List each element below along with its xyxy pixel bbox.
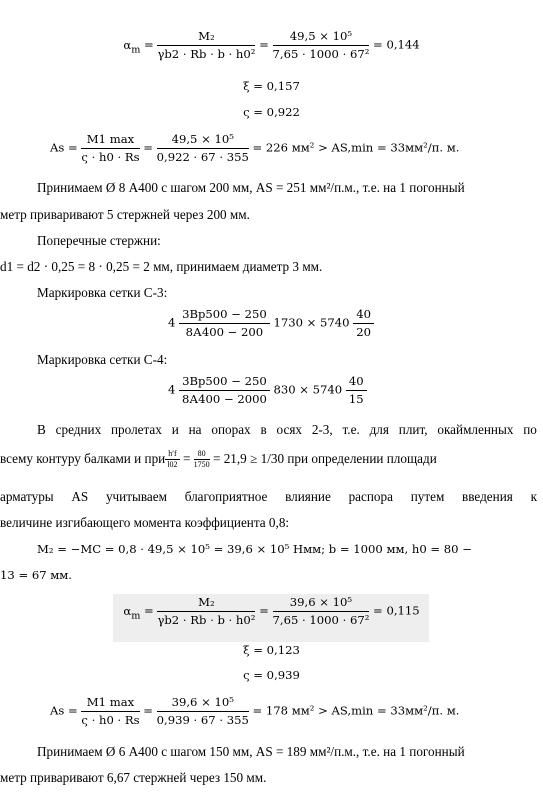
paragraph-diameter: d1 = d2 · 0,25 = 8 · 0,25 = 2 мм, принимаем диаметр 3 мм. [0, 259, 323, 274]
word: в [260, 422, 267, 437]
fraction-denominator: γb2 · Rb · b · h0² [157, 47, 256, 61]
word: В [37, 422, 46, 437]
word: путем [410, 489, 445, 504]
word: осях [276, 422, 302, 437]
ratio-fraction-numeric [194, 449, 210, 470]
word: благоприятное [184, 489, 268, 504]
word: влияние [285, 489, 331, 504]
fraction-denominator: 0,922 · 67 · 355 [156, 150, 249, 164]
mesh-c3-rebar-fraction [179, 306, 270, 341]
formula-alpha-m-1: $\alpha_m$ = $\frac{\text{M₂}}{\text{γb2 · Rb · b · h0²}}$ = $\frac{\text{49,5 × 10⁵}}{\text{7,65 · 1000 · 67²}}$ = 0,144 [123, 29, 420, 61]
fraction-denominator: 0,939 · 67 · 355 [156, 713, 249, 727]
formula-as-1: As = $\frac{M1 \max}{\varsigma \cdot h0 \cdot Rs}$ = $\frac{\text{49,5 × 10⁵}}{0,922 \cdot 67 \cdot 355}$ = 226 мм² > AS,min = 33мм²/п. м. [50, 132, 460, 164]
paragraph-mesh-c4-heading: Маркировка сетки С-4: [37, 352, 168, 367]
alpha-fraction-symbolic [157, 594, 255, 629]
fraction-numerator: 49,5 × 10⁵ [273, 28, 370, 46]
word: окаймленных [437, 422, 514, 437]
word: средних [55, 422, 102, 437]
word: пролетах [111, 422, 162, 437]
mesh-count: 4 [168, 315, 176, 330]
alpha-fraction-numeric [273, 594, 370, 629]
fraction-numerator: M₂ [157, 594, 255, 612]
word: для [369, 422, 389, 437]
word: и [171, 422, 179, 437]
formula-alpha-m-2: $\alpha_m$ = $\frac{\text{M₂}}{\text{γb2 · Rb · b · h0²}}$ = $\frac{\text{39,6 × 10⁵}}{\text{7,65 · 1000 · 67²}}$ = 0,115 [123, 595, 420, 627]
word: т.е. [342, 422, 360, 437]
paragraph-middle-spans-line1 [0, 420, 537, 440]
fraction-numerator: 39,6 × 10⁵ [157, 694, 249, 712]
word: распора [348, 489, 393, 504]
alpha-symbol: $\alpha_m$ [123, 603, 141, 621]
fraction-numerator: 40 [353, 306, 374, 324]
paragraph-reinforcement-2-line2: метр приваривают 6,67 стержней через 150 мм. [0, 770, 267, 785]
paragraph-transverse-bars: Поперечные стержни: [37, 233, 161, 248]
alpha-result: = 0,144 [373, 37, 420, 52]
mesh-c4-overhang-fraction [346, 373, 367, 408]
mesh-dimensions: 830 × 5740 [273, 382, 343, 397]
ratio-fraction-symbolic [165, 449, 179, 470]
fraction-denominator: 8А400 − 200 [185, 325, 264, 339]
as-fraction-numeric [157, 694, 249, 729]
word: 2-3, [311, 422, 333, 437]
paragraph-reinforcement-1-line1: Принимаем Ø 8 А400 с шагом 200 мм, AS = 251 мм²/п.м., т.е. на 1 погонный [37, 180, 465, 195]
fraction-numerator: 40 [346, 373, 367, 391]
alpha-result: = 0,115 [373, 603, 420, 618]
mesh-count: 4 [168, 382, 176, 397]
mesh-c3-overhang-fraction [353, 306, 374, 341]
paragraph-reinforcement-1-line2: метр приваривают 5 стержней через 200 мм. [0, 207, 250, 222]
fraction-denominator: 7,65 · 1000 · 67² [272, 613, 370, 627]
as-symbol: As = [50, 703, 78, 718]
word: учитываем [105, 489, 167, 504]
mesh-c3-marking [168, 306, 374, 341]
as-result: = 226 мм² > AS,min = 33мм²/п. м. [252, 140, 460, 155]
paragraph-reinforcement-2-line1: Принимаем Ø 6 А400 с шагом 150 мм, AS = 189 мм²/п.м., т.е. на 1 погонный [37, 744, 465, 759]
formula-xi-1: ξ = 0,157 [243, 79, 300, 93]
word: арматуры [0, 489, 54, 504]
paragraph-middle-spans-line2: всему контуру балками и при $\frac{h'f}{l02}$ = $\frac{80}{1750}$ = 21,9 ≥ 1/30 при определении площади [0, 449, 437, 470]
word: на [188, 422, 202, 437]
word: по [523, 422, 537, 437]
formula-moment-line1: M₂ = −MC = 0,8 · 49,5 × 10⁵ = 39,6 × 10⁵ Нмм; b = 1000 мм, h0 = 80 − [37, 542, 472, 556]
formula-xi-2: ξ = 0,123 [243, 643, 300, 657]
as-fraction-symbolic [81, 131, 139, 166]
text-fragment: = 21,9 ≥ 1/30 при определении площади [212, 451, 437, 466]
fraction-numerator: 39,6 × 10⁵ [273, 594, 370, 612]
word: введения [462, 489, 513, 504]
mesh-c4-rebar-fraction [179, 373, 270, 408]
alpha-fraction-symbolic [157, 28, 255, 63]
mesh-dimensions: 1730 × 5740 [273, 315, 350, 330]
word: AS [71, 489, 89, 504]
formula-moment-line2: 13 = 67 мм. [0, 568, 72, 582]
fraction-numerator: M1 max [81, 694, 139, 712]
as-symbol: As = [50, 140, 78, 155]
fraction-denominator: ς · h0 · Rs [81, 150, 140, 164]
alpha-fraction-numeric [273, 28, 370, 63]
fraction-denominator: 1750 [193, 460, 210, 470]
text-fragment: всему контуру балками и при [0, 451, 166, 466]
word: плит, [398, 422, 428, 437]
fraction-denominator: γb2 · Rb · b · h0² [157, 613, 256, 627]
as-fraction-symbolic [81, 694, 139, 729]
paragraph-mesh-c3-heading: Маркировка сетки С-3: [37, 285, 168, 300]
fraction-numerator: 49,5 × 10⁵ [157, 131, 249, 149]
paragraph-middle-spans-line3 [0, 487, 543, 507]
fraction-denominator: 8А400 − 2000 [181, 392, 267, 406]
fraction-numerator: 3Вр500 − 250 [179, 306, 270, 324]
fraction-numerator: 3Вр500 − 250 [179, 373, 270, 391]
fraction-numerator: h′f [165, 449, 179, 460]
fraction-denominator: ς · h0 · Rs [81, 713, 140, 727]
formula-zeta-1: ς = 0,922 [243, 105, 300, 119]
fraction-numerator: M1 max [81, 131, 139, 149]
as-fraction-numeric [157, 131, 249, 166]
fraction-denominator: 20 [356, 325, 371, 339]
fraction-denominator: 15 [348, 392, 364, 406]
fraction-numerator: 80 [194, 449, 210, 460]
paragraph-middle-spans-line4: величине изгибающего момента коэффициента 0,8: [0, 515, 290, 530]
formula-zeta-2: ς = 0,939 [243, 668, 300, 682]
fraction-numerator: M₂ [157, 28, 255, 46]
word: опорах [211, 422, 251, 437]
mesh-c4-marking [168, 373, 367, 408]
fraction-denominator: 7,65 · 1000 · 67² [272, 47, 370, 61]
as-result: = 178 мм² > AS,min = 33мм²/п. м. [252, 703, 460, 718]
formula-as-2: As = $\frac{M1 \max}{\varsigma \cdot h0 \cdot Rs}$ = $\frac{\text{39,6 × 10⁵}}{0,939 \cdot 67 \cdot 355}$ = 178 мм² > AS,min = 33мм²/п. м. [50, 695, 460, 727]
fraction-denominator: l02 [167, 460, 178, 470]
alpha-symbol: $\alpha_m$ [123, 37, 141, 55]
word: к [530, 489, 537, 504]
